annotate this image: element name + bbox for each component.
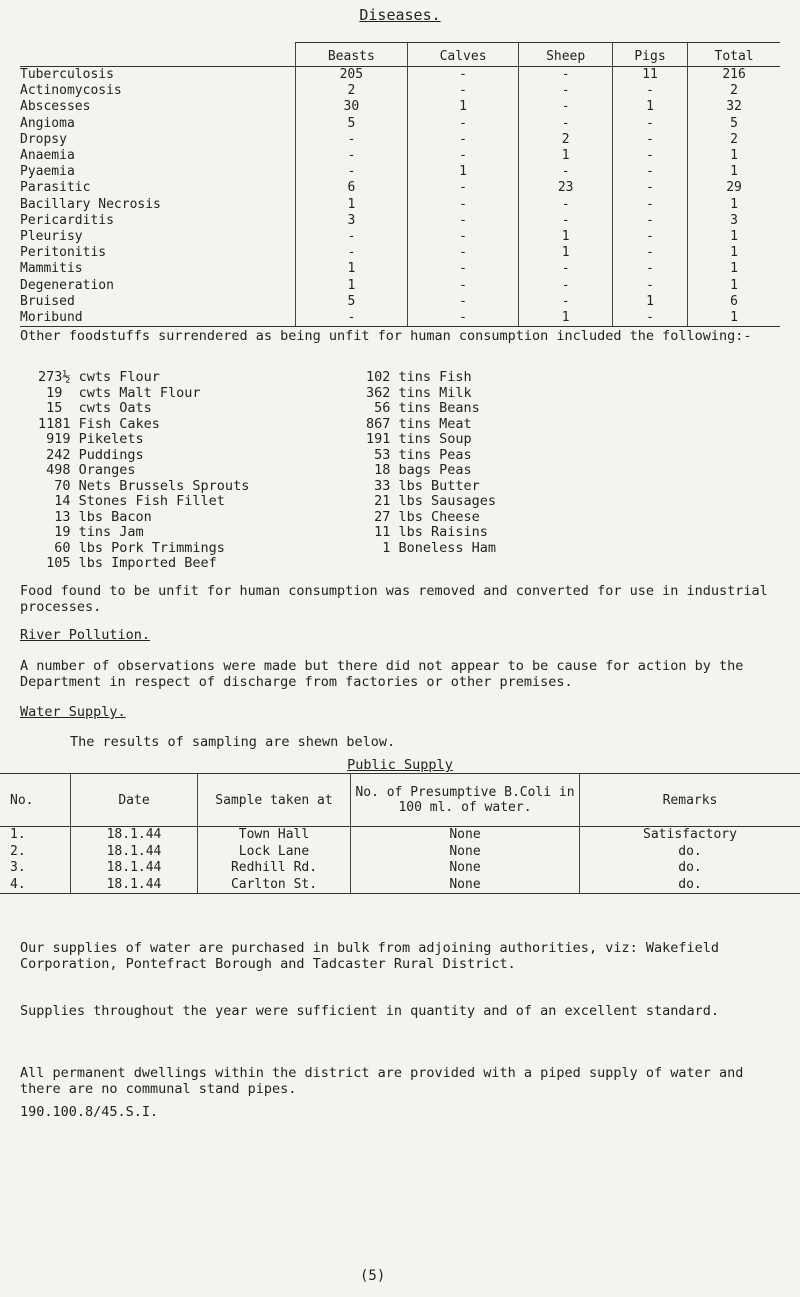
disease-count-cell: -: [407, 83, 519, 99]
disease-count-cell: 1: [296, 277, 408, 293]
foodstuff-item: 33 lbs Butter: [366, 477, 480, 494]
disease-name-cell: Degeneration: [20, 277, 114, 293]
foodstuff-item: 105 lbs Imported Beef: [38, 555, 217, 571]
foodstuff-item: 498 Oranges: [38, 462, 136, 478]
disease-count-cell: -: [612, 83, 687, 99]
disease-count-cell: -: [519, 277, 612, 293]
foodstuffs-left-list: [38, 370, 249, 572]
disease-name-cell: Parasitic: [20, 180, 91, 196]
disease-count-cell: 30: [296, 99, 408, 115]
foodstuff-item: 14 Stones Fish Fillet: [38, 493, 225, 509]
water-sample-cell: None: [351, 860, 580, 877]
disease-count-cell: -: [612, 261, 687, 277]
disease-count-cell: -: [407, 197, 519, 213]
foodstuff-item: 60 lbs Pork Trimmings: [38, 539, 225, 556]
disease-count-cell: -: [612, 277, 687, 293]
disease-name-cell: Pyaemia: [20, 164, 75, 180]
public-supply-heading: Public Supply: [347, 757, 453, 773]
disease-count-cell: -: [407, 277, 519, 293]
disease-row: [20, 67, 780, 84]
disease-count-cell: 1: [688, 245, 780, 261]
disease-count-cell: -: [612, 310, 687, 327]
disease-count-cell: -: [407, 310, 519, 327]
foodstuff-item: 56 tins Beans: [366, 400, 480, 416]
disease-name-cell: Bruised: [20, 293, 75, 309]
water-intro-text: The results of sampling are shewn below.: [70, 734, 396, 750]
disease-count-cell: 1: [296, 261, 408, 277]
disease-count-cell: -: [519, 67, 612, 84]
foodstuff-item: 1 Boneless Ham: [366, 539, 497, 556]
foodstuff-item: 21 lbs Sausages: [366, 493, 497, 509]
disease-count-cell: 6: [296, 180, 408, 196]
disease-name-cell: Actinomycosis: [20, 83, 122, 99]
disease-count-cell: -: [519, 164, 612, 180]
disease-count-cell: 11: [612, 67, 687, 84]
disease-count-cell: 2: [688, 83, 780, 99]
foodstuff-item: 191 tins Soup: [366, 431, 472, 447]
water-sample-row: [0, 827, 800, 844]
foodstuffs-right-list: [366, 370, 496, 556]
water-supplies-text: Our supplies of water are purchased in bulk from adjoining authorities, viz: Wakefield Corporation, Pontefract Borough and Tadcaster Rural District.: [20, 940, 719, 972]
water-header-remarks: Remarks: [580, 774, 800, 827]
foodstuff-item: 11 lbs Raisins: [366, 524, 488, 540]
disease-row: [20, 277, 780, 293]
disease-count-cell: 1: [519, 148, 612, 164]
foodstuff-item: 919 Pikelets: [38, 431, 144, 447]
food-removed-text: Food found to be unfit for human consumption was removed and converted for use in industrial processes.: [20, 583, 768, 615]
disease-row: [20, 261, 780, 277]
diseases-header-row: [20, 43, 780, 67]
disease-count-cell: -: [612, 245, 687, 261]
diseases-header-calves: Calves: [407, 43, 519, 67]
disease-row: [20, 310, 780, 327]
foodstuff-item: 70 Nets Brussels Sprouts: [38, 477, 250, 494]
disease-row: [20, 83, 780, 99]
disease-count-cell: -: [296, 148, 408, 164]
water-sample-cell: Satisfactory: [580, 827, 800, 844]
disease-count-cell: 1: [519, 229, 612, 245]
disease-count-cell: -: [519, 197, 612, 213]
disease-name-cell: Peritonitis: [20, 245, 107, 261]
disease-row: [20, 99, 780, 115]
disease-count-cell: 5: [296, 116, 408, 132]
disease-name-cell: Dropsy: [20, 131, 67, 147]
disease-count-cell: -: [296, 310, 408, 327]
water-quality-text: Supplies throughout the year were sufficient in quantity and of an excellent standard.: [20, 1003, 719, 1019]
disease-row: [20, 148, 780, 164]
page-number: (5): [360, 1268, 386, 1284]
water-sample-cell: 18.1.44: [71, 860, 198, 877]
foodstuff-item: 27 lbs Cheese: [366, 508, 480, 525]
river-pollution-heading: River Pollution.: [20, 627, 151, 643]
page-title: Diseases.: [359, 6, 441, 24]
diseases-header-disease: [20, 43, 296, 67]
river-pollution-text: A number of observations were made but there did not appear to be cause for action by the Department in respect of discharge from factories or other premises.: [20, 658, 744, 690]
water-sample-cell: 18.1.44: [71, 877, 198, 894]
disease-count-cell: -: [407, 148, 519, 164]
disease-count-cell: -: [407, 180, 519, 196]
disease-count-cell: 1: [688, 148, 780, 164]
disease-row: [20, 294, 780, 310]
disease-count-cell: -: [296, 229, 408, 245]
water-header-bcoli: No. of Presumptive B.Coli in 100 ml. of water.: [351, 774, 580, 827]
disease-count-cell: 1: [688, 164, 780, 180]
foodstuff-item: 273½ cwts Flour: [38, 369, 160, 385]
foodstuff-item: 18 bags Peas: [366, 462, 472, 478]
foodstuff-item: 19 tins Jam: [38, 524, 144, 540]
water-sample-cell: 4.: [0, 877, 71, 894]
disease-row: [20, 229, 780, 245]
disease-count-cell: -: [612, 116, 687, 132]
diseases-header-sheep: Sheep: [519, 43, 612, 67]
disease-count-cell: -: [612, 180, 687, 196]
disease-count-cell: -: [407, 261, 519, 277]
disease-count-cell: 1: [688, 229, 780, 245]
disease-count-cell: 3: [688, 213, 780, 229]
disease-row: [20, 197, 780, 213]
disease-row: [20, 132, 780, 148]
foodstuff-item: 242 Puddings: [38, 446, 144, 463]
water-sample-row: [0, 844, 800, 861]
disease-count-cell: 2: [296, 83, 408, 99]
disease-count-cell: 216: [688, 67, 780, 84]
disease-count-cell: 1: [519, 310, 612, 327]
print-code: 190.100.8/45.S.I.: [20, 1104, 159, 1120]
water-sample-cell: None: [351, 877, 580, 894]
foodstuff-item: 15 cwts Oats: [38, 400, 152, 416]
disease-count-cell: 1: [407, 99, 519, 115]
water-sample-cell: Lock Lane: [198, 844, 351, 861]
disease-count-cell: 23: [519, 180, 612, 196]
dwellings-text: All permanent dwellings within the district are provided with a piped supply of water and there are no communal stand pipes.: [20, 1065, 744, 1097]
water-sample-cell: 1.: [10, 827, 26, 843]
disease-name-cell: Angioma: [20, 115, 75, 131]
water-sample-cell: 18.1.44: [71, 827, 198, 844]
disease-count-cell: -: [407, 245, 519, 261]
water-sampling-table: [0, 773, 800, 894]
disease-count-cell: -: [612, 132, 687, 148]
disease-count-cell: -: [296, 132, 408, 148]
foodstuff-item: 1181 Fish Cakes: [38, 415, 160, 432]
disease-row: [20, 164, 780, 180]
disease-count-cell: -: [612, 197, 687, 213]
water-header-date: Date: [71, 774, 198, 827]
water-sample-cell: do.: [580, 877, 800, 894]
disease-row: [20, 245, 780, 261]
disease-name-cell: Bacillary Necrosis: [20, 196, 161, 212]
disease-row: [20, 213, 780, 229]
disease-count-cell: 32: [688, 99, 780, 115]
foodstuff-item: 19 cwts Malt Flour: [38, 384, 201, 401]
disease-count-cell: -: [519, 99, 612, 115]
water-sample-cell: Town Hall: [198, 827, 351, 844]
water-sample-row: [0, 860, 800, 877]
diseases-header-pigs: Pigs: [612, 43, 687, 67]
disease-count-cell: 1: [612, 294, 687, 310]
disease-count-cell: 1: [612, 99, 687, 115]
disease-name-cell: Tuberculosis: [20, 67, 114, 83]
disease-count-cell: 1: [688, 197, 780, 213]
disease-count-cell: -: [407, 67, 519, 84]
water-sample-cell: do.: [580, 860, 800, 877]
foodstuffs-intro: Other foodstuffs surrendered as being unfit for human consumption included the following:-: [20, 328, 752, 344]
disease-row: [20, 180, 780, 196]
foodstuff-item: 362 tins Milk: [366, 384, 472, 401]
water-header-row: [0, 774, 800, 827]
disease-row: [20, 116, 780, 132]
disease-count-cell: 29: [688, 180, 780, 196]
disease-count-cell: -: [519, 83, 612, 99]
disease-name-cell: Anaemia: [20, 148, 75, 164]
disease-count-cell: 3: [296, 213, 408, 229]
diseases-header-beasts: Beasts: [296, 43, 408, 67]
disease-name-cell: Abscesses: [20, 99, 91, 115]
disease-count-cell: -: [407, 229, 519, 245]
water-header-no: No.: [0, 774, 71, 827]
water-supply-heading: Water Supply.: [20, 704, 126, 720]
disease-count-cell: -: [612, 213, 687, 229]
disease-name-cell: Pericarditis: [20, 212, 114, 228]
disease-count-cell: -: [296, 245, 408, 261]
water-sample-cell: None: [351, 827, 580, 844]
foodstuff-item: 102 tins Fish: [366, 369, 472, 385]
disease-count-cell: -: [407, 294, 519, 310]
diseases-table: [20, 42, 780, 327]
disease-count-cell: -: [407, 213, 519, 229]
disease-count-cell: -: [407, 132, 519, 148]
disease-count-cell: -: [612, 229, 687, 245]
disease-count-cell: -: [519, 261, 612, 277]
diseases-header-total: Total: [688, 43, 780, 67]
disease-count-cell: 1: [688, 261, 780, 277]
water-header-sample: Sample taken at: [198, 774, 351, 827]
disease-count-cell: -: [519, 213, 612, 229]
water-sample-cell: do.: [580, 844, 800, 861]
disease-count-cell: -: [407, 116, 519, 132]
disease-count-cell: -: [296, 164, 408, 180]
disease-count-cell: 1: [407, 164, 519, 180]
disease-count-cell: -: [612, 148, 687, 164]
disease-count-cell: -: [612, 164, 687, 180]
water-sample-row: [0, 877, 800, 894]
disease-count-cell: 2: [519, 132, 612, 148]
disease-count-cell: 1: [519, 245, 612, 261]
disease-count-cell: 205: [296, 67, 408, 84]
water-sample-cell: 18.1.44: [71, 844, 198, 861]
foodstuff-item: 53 tins Peas: [366, 446, 472, 463]
disease-count-cell: 1: [688, 310, 780, 327]
foodstuff-item: 867 tins Meat: [366, 415, 472, 432]
disease-name-cell: Pleurisy: [20, 228, 83, 244]
disease-count-cell: 5: [688, 116, 780, 132]
water-sample-cell: Carlton St.: [198, 877, 351, 894]
disease-name-cell: Moribund: [20, 310, 296, 327]
disease-name-cell: Mammitis: [20, 261, 83, 277]
disease-count-cell: 6: [688, 294, 780, 310]
disease-count-cell: 5: [296, 294, 408, 310]
water-sample-cell: None: [351, 844, 580, 861]
water-sample-cell: 3.: [10, 860, 26, 876]
disease-count-cell: 1: [688, 277, 780, 293]
disease-count-cell: -: [519, 116, 612, 132]
disease-count-cell: -: [519, 294, 612, 310]
disease-count-cell: 1: [296, 197, 408, 213]
water-sample-cell: 2.: [10, 843, 26, 859]
disease-count-cell: 2: [688, 132, 780, 148]
foodstuff-item: 13 lbs Bacon: [38, 508, 152, 525]
water-sample-cell: Redhill Rd.: [198, 860, 351, 877]
